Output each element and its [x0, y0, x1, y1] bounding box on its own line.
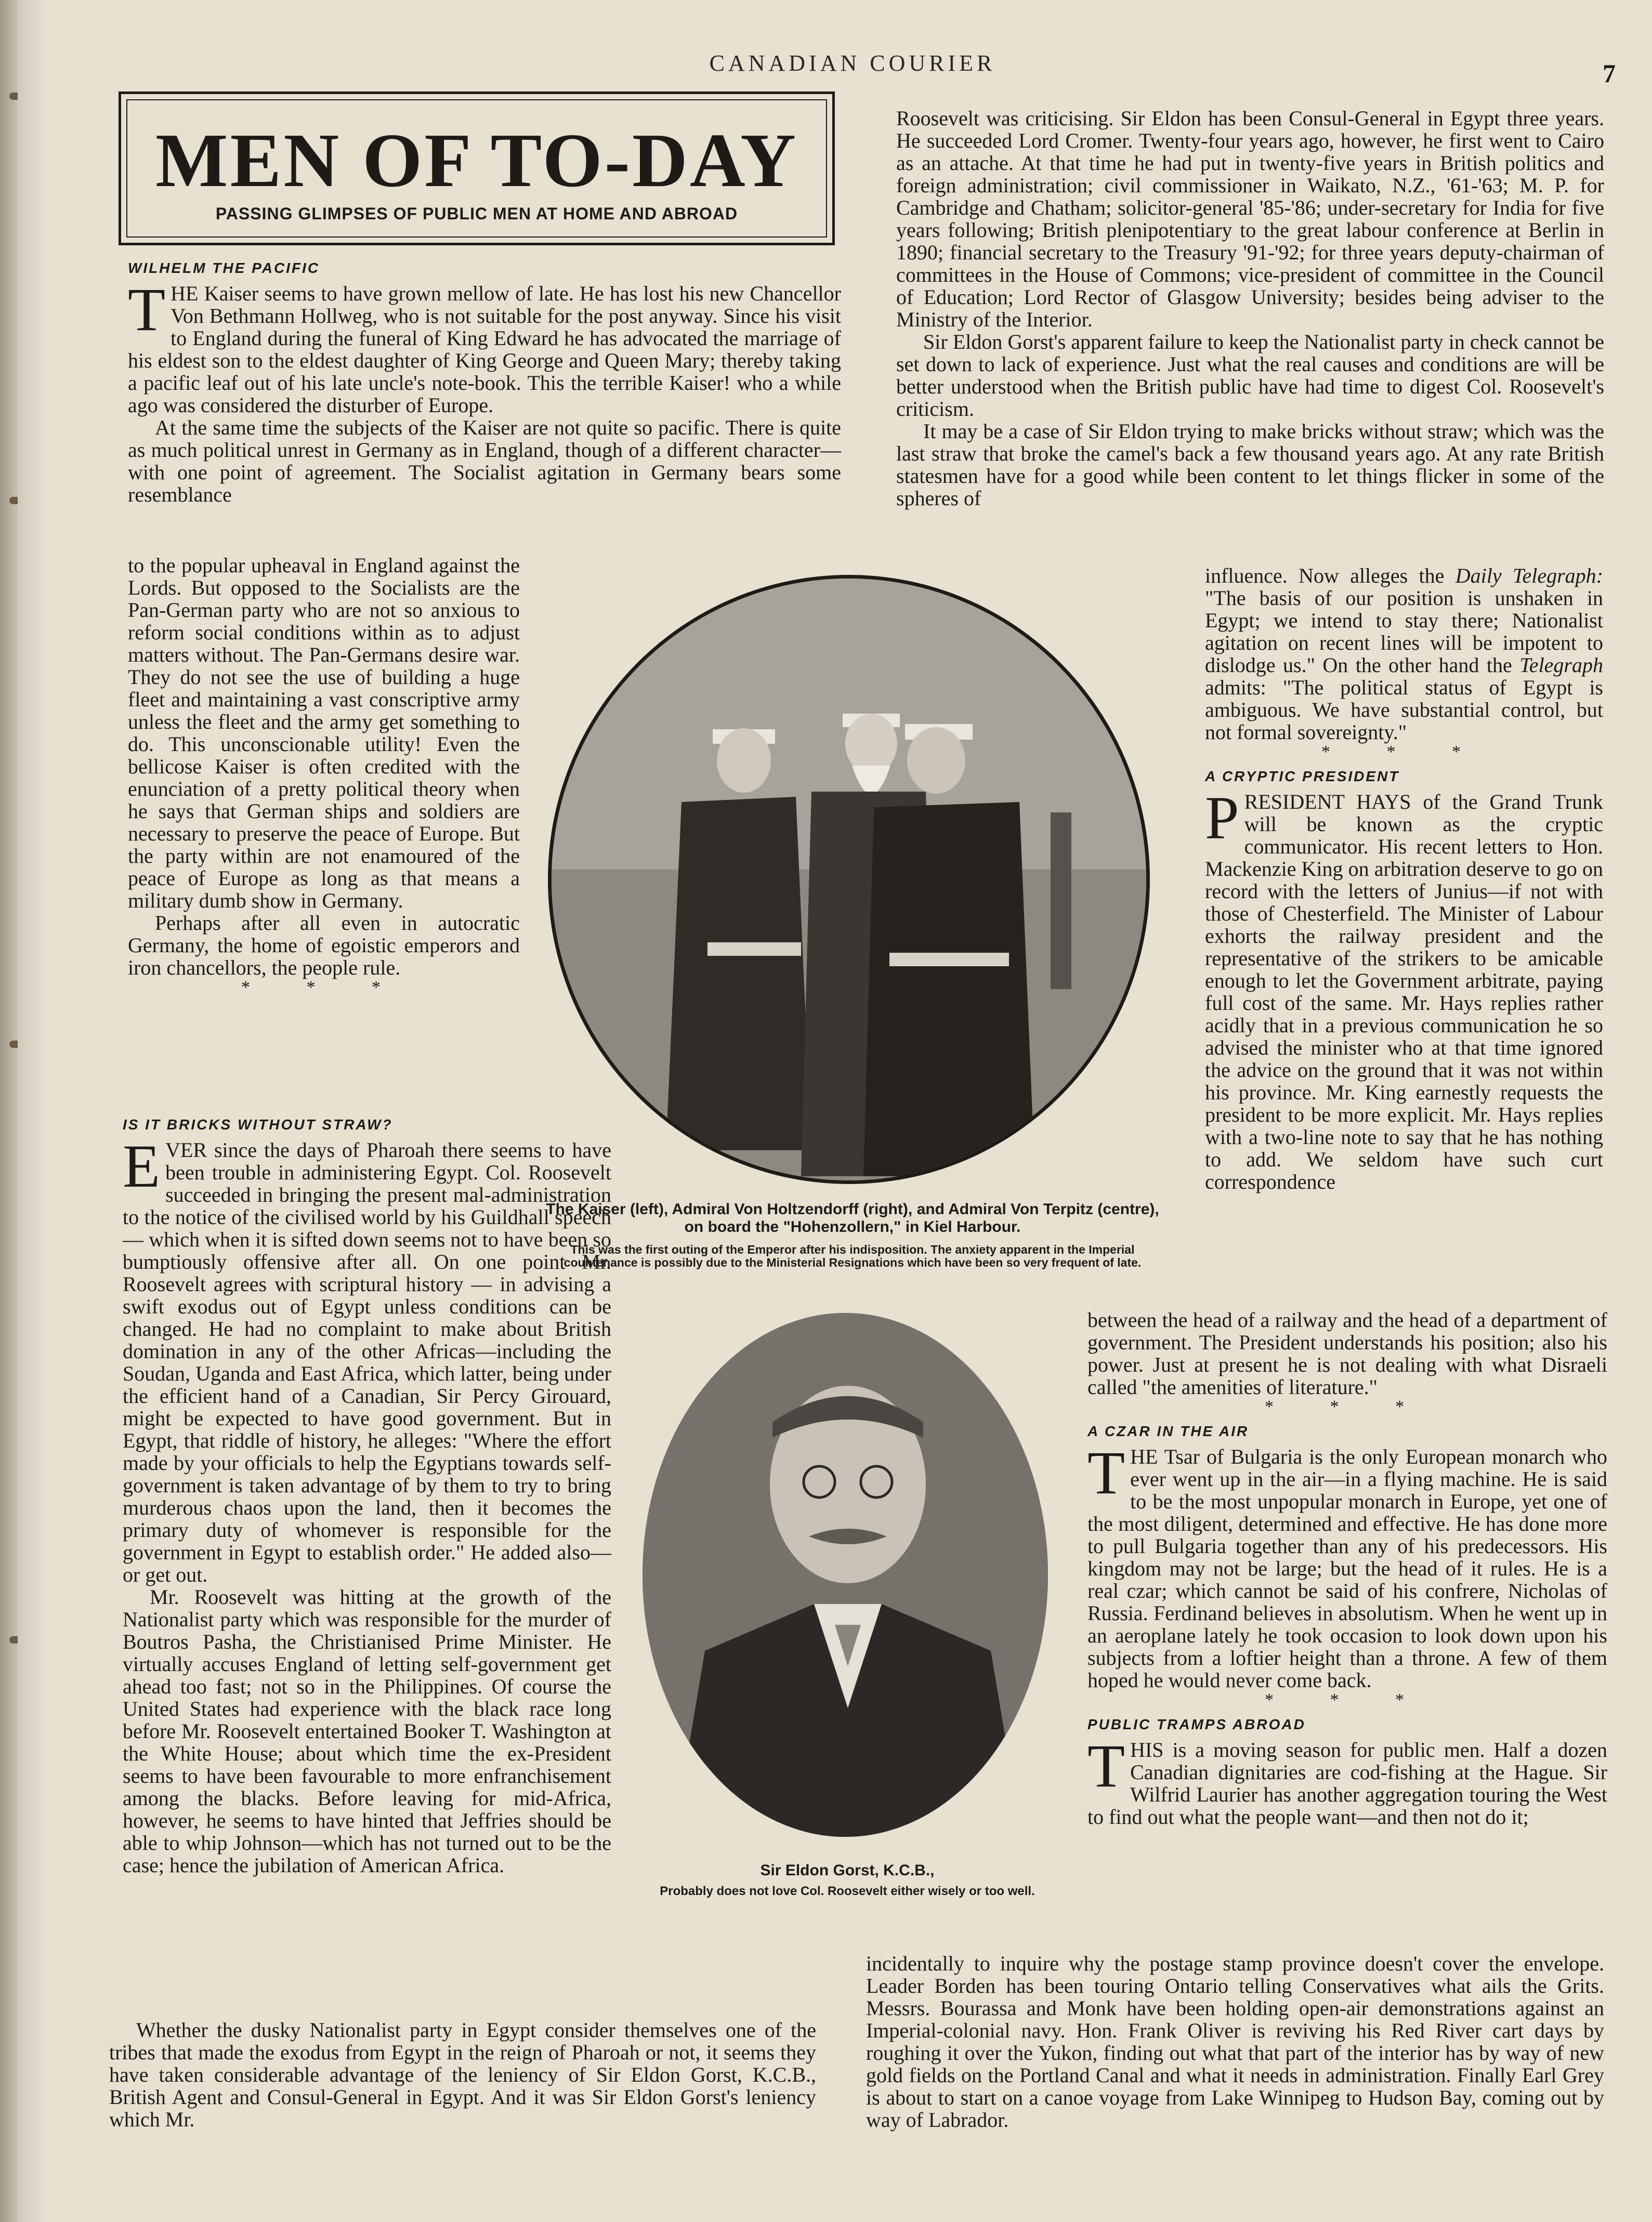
- section-heading-kaiser: WILHELM THE PACIFIC: [128, 260, 320, 276]
- section-separator: * * *: [241, 978, 407, 997]
- section-heading-president: A CRYPTIC PRESIDENT: [1205, 768, 1400, 784]
- photo-kaiser-admirals-illustration: [552, 578, 1146, 1180]
- section-separator: * * *: [1265, 1690, 1430, 1710]
- bricks-paragraph-1: VER since the days of Pharoah there seems to have been trouble in administering Egypt. Col. Roosevelt succeeded in bringing the present mal-administration to the notice of the civilised world by his Guildhall speech — which when it is sifted down seems not to have been so bumptiously offensive after all. On one point Mr. Roosevelt agrees with scriptural history — in advising a swift exodus out of Egypt unless conditions can be changed. He had no complaint to make about British domination in any of the other Africas—including the Soudan, Uganda and East Africa, which latter, being under the efficient hand of a Canadian, Sir Percy Girouard, might be expected to have good government. But in Egypt, that riddle of history, he alleges: "Where the effort made by your officials to help the Egyptians towards self-government is taken advantage of by them to try to bring murderous chaos upon the land, then it becomes the primary duty of whomever is responsible for the government in Egypt to establish order." He added also—or get out.: [123, 1138, 611, 1586]
- bricks-paragraph-2: Mr. Roosevelt was hitting at the growth of the Nationalist party which was responsible for the murder of Boutros Pasha, the Christianised Prime Minister. He virtually accuses England of letting self-government get ahead too fast; not so in the Philippines. Of course the United States had experience with the black race long before Mr. Roosevelt entertained Booker T. Washington at the White House; about which time the ex-President seems to have been favourable to more enfranchisement among the blacks. Before leaving for mid-Africa, however, he seems to have hinted that Jeffries should be able to whip Johnson—which has not turned out to be the case; hence the jubilation of American Africa.: [123, 1585, 611, 1877]
- article-right-narrow: [1205, 564, 1603, 1193]
- article-right-mid: [1087, 1309, 1607, 1828]
- drop-cap: T: [1087, 1732, 1125, 1800]
- kaiser-paragraph-2b: to the popular upheaval in England against the Lords. But opposed to the Socialists are the Pan-German party who are not so anxious to reform social conditions within as to adjust matters without. The Pan-Germans desire war. They do not see the use of building a huge fleet and maintaining a vast conscriptive army unless the fleet and the army get something to do. This unconscionable utility! Even the bellicose Kaiser is often credited with the enunciation of a pretty political theory when he says that German ships and soldiers are necessary to preserve the peace of Europe. But the party within are not enamoured of the peace of Europe as long as that means a military dumb show in Germany.: [128, 554, 520, 912]
- title-box: [119, 91, 835, 245]
- kaiser-paragraph-3: Perhaps after all even in autocratic Germany, the home of egoistic emperors and iron chancellors, the people rule.: [128, 911, 520, 979]
- czar-paragraph-1: HE Tsar of Bulgaria is the only European monarch who ever went up in the air—in a flying machine. He is said to be the most unpopular monarch in Europe, yet one of the most diligent, determined and effective. He has done more to pull Bulgaria together than any of his predecessors. His kingdom may not be large; but the head of it rules. He is a real czar; which cannot be said of his confrere, Nicholas of Russia. Ferdinand believes in absolutism. When he went up in an aeroplane lately he took occasion to look down upon his subjects from a loftier height than a throne. A few of them hoped he would never come back.: [1087, 1445, 1607, 1692]
- photo-caption: The Kaiser (left), Admiral Von Holtzendorff (right), and Admiral Von Terpitz (centre), on board the "Hohenzollern," in Kiel Harbour.: [546, 1201, 1159, 1235]
- section-heading-czar: A CZAR IN THE AIR: [1087, 1423, 1249, 1439]
- bricks-paragraph-3: Whether the dusky Nationalist party in Egypt consider themselves one of the tribes that made the exodus from Egypt in the reign of Pharoah or not, it seems they have taken considerable advantage of the leniency of Sir Eldon Gorst, K.C.B., British Agent and Consul-General in Egypt. And it was Sir Eldon Gorst's leniency which Mr.: [109, 2018, 816, 2131]
- article-kaiser-top: [128, 253, 841, 506]
- article-bricks-bottom: [109, 2019, 816, 2131]
- section-heading-tramps: PUBLIC TRAMPS ABROAD: [1087, 1716, 1306, 1732]
- page-number: 7: [1603, 59, 1616, 88]
- photo-eldon-gorst: [643, 1313, 1048, 1837]
- section-separator: * * *: [1321, 742, 1487, 761]
- bricks-paragraph-6b: influence. Now alleges the Daily Telegraph: "The basis of our position is unshaken in Egypt; we intend to stay there; Nationalist agitation on recent lines will be impotent to dislodge us." On the other hand the Telegraph admits: "The political status of Egypt is ambiguous. We have substantial control, but not formal sovereignty.": [1205, 564, 1603, 744]
- photo-caption: Sir Eldon Gorst, K.C.B.,: [760, 1862, 935, 1879]
- photo-caption-detail: This was the first outing of the Emperor after his indisposition. The anxiety apparent in the Imperial countenance is possibly due to the Ministerial Resignations which have been so very frequent of late.: [563, 1243, 1142, 1269]
- section-separator: * * *: [1265, 1397, 1430, 1416]
- page-subtitle: PASSING GLIMPSES OF PUBLIC MEN AT HOME AND ABROAD: [215, 204, 738, 223]
- bricks-paragraph-5: Sir Eldon Gorst's apparent failure to keep the Nationalist party in check cannot be set down to lack of experience. Just what the real causes and conditions are will be better understood when the British public have had time to digest Col. Roosevelt's criticism.: [896, 330, 1604, 420]
- president-paragraph-1a: RESIDENT HAYS of the Grand Trunk will be known as the cryptic communicator. His recent letters to Hon. Mackenzie King on arbitration deserve to go on record with the letters of Junius—if not with those of Chesterfield. The Minister of Labour exhorts the railway president and the representative of the strikers to be amicable enough to let the Government arbitrate, paying full cost of the same. Mr. Hays replies rather acidly that in a previous communication he so advised the minister who at that time ignored the advice on the ground that it was not within his province. Mr. King earnestly requests the president to be more explicit. Mr. Hays replies with a two-line note to say that he has nothing to add. We seldom have such curt correspondence: [1205, 790, 1603, 1193]
- article-bricks-right: [896, 107, 1604, 509]
- drop-cap: P: [1205, 784, 1239, 852]
- kaiser-paragraph-1: HE Kaiser seems to have grown mellow of late. He has lost his new Chancellor Von Bethmann Hollweg, who is not suitable for the post anyway. Since his visit to England during the funeral of King Edward he has advocated the marriage of his eldest son to the eldest daughter of King George and Queen Mary; thereby taking a pacific leaf out of his late uncle's note-book. This the terrible Kaiser! who a while ago was considered the disturber of Europe.: [128, 282, 841, 417]
- bricks-paragraph-4: Roosevelt was criticising. Sir Eldon has been Consul-General in Egypt three years. He succeeded Lord Cromer. Twenty-four years ago, however, he first went to Cairo as an attache. At that time he had put in twenty-five years in British politics and foreign administration; civil commissioner in Waikato, N.Z., '61-'63; M. P. for Cambridge and Chatham; solicitor-general '85-'86; under-secretary for India for five years following; British plenipotentiary to the great labour conference at Berlin in 1890; financial secretary to the Treasury '91-'92; for three years deputy-chairman of committees in the House of Commons; vice-president of committee in the Council of Education; Lord Rector of Glasgow University; besides being adviser to the Ministry of the Interior.: [896, 107, 1604, 331]
- tramps-paragraph-1b: incidentally to inquire why the postage stamp province doesn't cover the envelope. Leader Borden has been touring Ontario telling Conservatives what ails the Grits. Messrs. Bourassa and Monk have been holding open-air demonstrations against an Imperial-colonial navy. Hon. Frank Oliver is reviving his Red River cart days by roughing it over the Yukon, finding out what that part of the interior has by way of new gold fields on the Portland Canal and what it needs in administration. Finally Earl Grey is about to start on a canoe voyage from Lake Winnipeg to Hudson Bay, coming out by way of Labrador.: [866, 1952, 1604, 2132]
- drop-cap: T: [128, 275, 166, 344]
- article-tramps-bottom: [866, 1952, 1604, 2131]
- kaiser-paragraph-2a: At the same time the subjects of the Kaiser are not quite so pacific. There is quite as much political unrest in Germany as in England, though of a different character—with one point of agreement. The Socialist agitation in Germany bears some resemblance: [128, 416, 841, 506]
- drop-cap: E: [123, 1132, 161, 1200]
- president-paragraph-1b: between the head of a railway and the head of a department of government. The President understands his position; also his power. Just at present he is not dealing with what Disraeli called "the amenities of literature.": [1087, 1308, 1607, 1399]
- tramps-paragraph-1a: HIS is a moving season for public men. Half a dozen Canadian dignitaries are cod-fishing at the Hague. Sir Wilfrid Laurier has another aggregation touring the West to find out what the people want—and then not do it;: [1087, 1738, 1607, 1829]
- photo-caption-detail: Probably does not love Col. Roosevelt either wisely or too well.: [660, 1884, 1035, 1898]
- page-title: MEN OF TO-DAY: [155, 118, 798, 203]
- bricks-paragraph-6a: It may be a case of Sir Eldon trying to make bricks without straw; which was the last straw that broke the camel's back a few thousand years ago. At any rate British statesmen have for a good while been content to let things flicker in some of the spheres of: [896, 419, 1604, 510]
- section-heading-bricks: IS IT BRICKS WITHOUT STRAW?: [123, 1116, 393, 1133]
- drop-cap: T: [1087, 1439, 1125, 1507]
- binding-edge: [0, 0, 18, 2222]
- photo-kaiser-admirals: [548, 575, 1150, 1184]
- article-bricks: [123, 1109, 611, 1876]
- photo-eldon-gorst-illustration: [643, 1313, 1048, 1837]
- running-head: CANADIAN COURIER: [709, 50, 996, 76]
- article-kaiser-continued: [128, 554, 520, 996]
